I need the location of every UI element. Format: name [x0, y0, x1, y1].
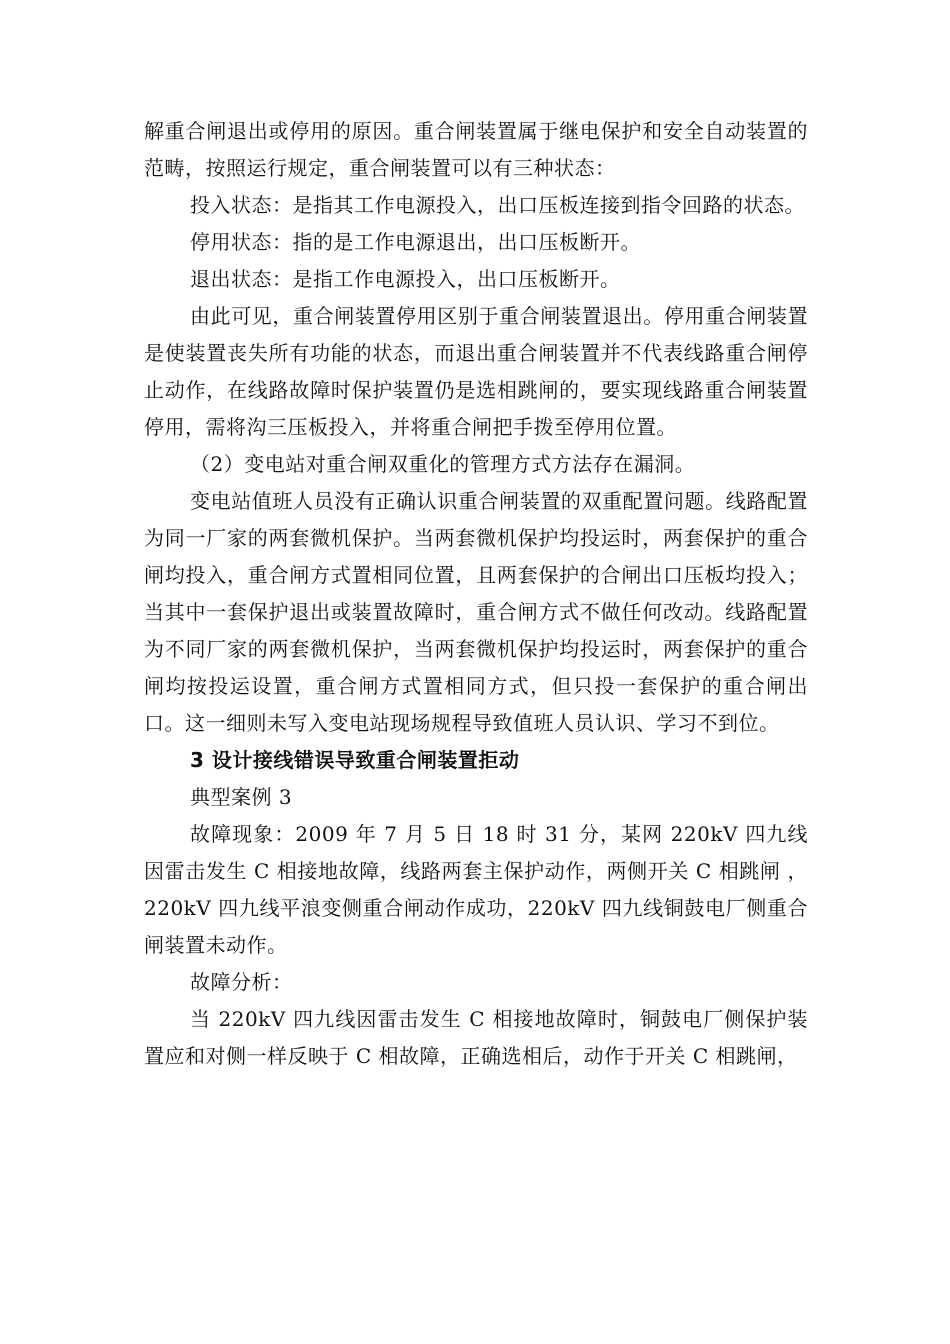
- paragraph-state-disabled: 停用状态：指的是工作电源退出，出口压板断开。: [190, 230, 641, 254]
- document-page: [144, 113, 808, 1075]
- paragraph-fault-analysis-body: 当 220kV 四九线因雷击发生 C 相接地故障时，铜鼓电厂侧保护装置应和对侧一样反映于 C 相故障，正确选相后，动作于开关 C 相跳闸，: [144, 1007, 808, 1068]
- paragraph-reclosing-states-intro: 解重合闸退出或停用的原因。重合闸装置属于继电保护和安全自动装置的范畴，按照运行规定，重合闸装置可以有三种状态：: [144, 119, 808, 180]
- paragraph-fault-analysis-label: 故障分析：: [190, 970, 293, 994]
- paragraph-dual-configuration: 变电站值班人员没有正确认识重合闸装置的双重配置问题。线路配置为同一厂家的两套微机保护。当两套微机保护均投运时，两套保护的重合闸均投入，重合闸方式置相同位置，且两套保护的合闸出口压板均投入；当其中一套保护退出或装置故障时，重合闸方式不做任何改动。线路配置为不同厂家的两套微机保护，当两套微机保护均投运时，两套保护的重合闸均按投运设置，重合闸方式置相同方式，但只投一套保护的重合闸出口。这一细则未写入变电站现场规程导致值班人员认识、学习不到位。: [144, 489, 808, 735]
- paragraph-point-2: （2）变电站对重合闸双重化的管理方式方法存在漏洞。: [190, 452, 696, 476]
- paragraph-state-in-service: 投入状态：是指其工作电源投入，出口压板连接到指令回路的状态。: [190, 193, 805, 217]
- paragraph-difference-explanation: 由此可见，重合闸装置停用区别于重合闸装置退出。停用重合闸装置是使装置丧失所有功能的状态，而退出重合闸装置并不代表线路重合闸停止动作，在线路故障时保护装置仍是选相跳闸的，要实现线路重合闸装置停用，需将沟三压板投入，并将重合闸把手拨至停用位置。: [144, 304, 808, 439]
- section-heading-3: 3 设计接线错误导致重合闸装置拒动: [190, 748, 520, 772]
- paragraph-case-3-title: 典型案例 3: [190, 785, 293, 809]
- paragraph-state-withdrawn: 退出状态：是指工作电源投入，出口压板断开。: [190, 267, 621, 291]
- paragraph-fault-phenomenon: 故障现象：2009 年 7 月 5 日 18 时 31 分，某网 220kV 四九线因雷击发生 C 相接地故障，线路两套主保护动作，两侧开关 C 相跳闸 ，220kV 四九线平浪变侧重合闸动作成功，220kV 四九线铜鼓电厂侧重合闸装置未动作。: [144, 822, 808, 957]
